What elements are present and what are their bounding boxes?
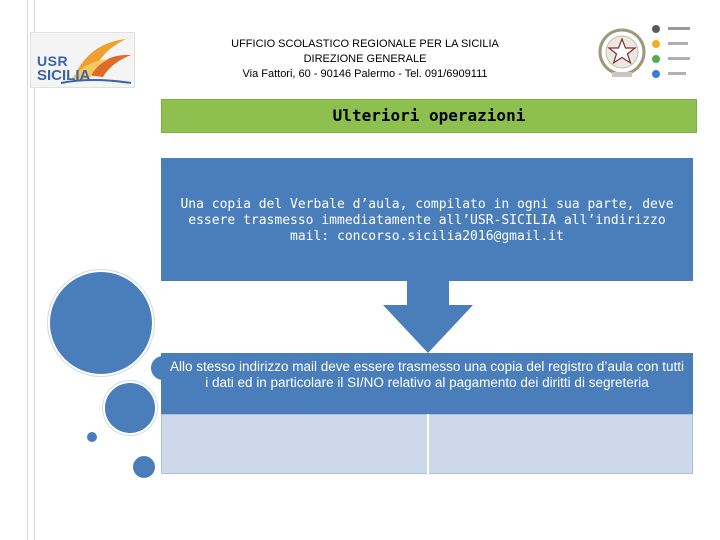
header-line-address: Via Fattori, 60 - 90146 Palermo - Tel. 091/6909111 (242, 68, 488, 80)
header-line-office: UFFICIO SCOLASTICO REGIONALE PER LA SICILIA (231, 38, 499, 50)
verbale-instruction-text: Una copia del Verbale d’aula, compilato in ogni sua parte, deve essere trasmesso immediatamente all’USR-SICILIA all’indirizzo mail: concorso.sicilia2016@gmail.it (180, 197, 674, 244)
down-arrow-icon (383, 281, 473, 353)
decor-circle-small-2 (131, 454, 157, 480)
italian-republic-emblem-icon (596, 26, 648, 80)
logo-text-usr: USR (37, 53, 69, 69)
left-guide-line (27, 0, 28, 540)
registro-instruction-text: Allo stesso indirizzo mail deve essere trasmesso una copia del registro d’aula con tutti i dati ed in particolare il SI/NO relativo al pagamento dei diritti di segreteria (169, 359, 684, 390)
decor-circle-tiny (86, 431, 98, 443)
slide-title: Ulteriori operazioni (332, 106, 526, 125)
table-cell-divider (427, 414, 429, 474)
office-header (200, 37, 530, 82)
usr-sicilia-logo (30, 32, 135, 88)
logo-text-sicilia: SICILIA (37, 67, 91, 84)
decor-circle-large (48, 270, 154, 376)
header-line-direction: DIREZIONE GENERALE (303, 53, 427, 65)
decor-circle-medium (103, 381, 157, 435)
ministry-text-lines-icon (652, 24, 714, 84)
registro-instruction-box (161, 353, 693, 414)
ministry-logo (652, 24, 714, 84)
verbale-instruction-box (161, 158, 693, 281)
title-bar (161, 99, 697, 133)
